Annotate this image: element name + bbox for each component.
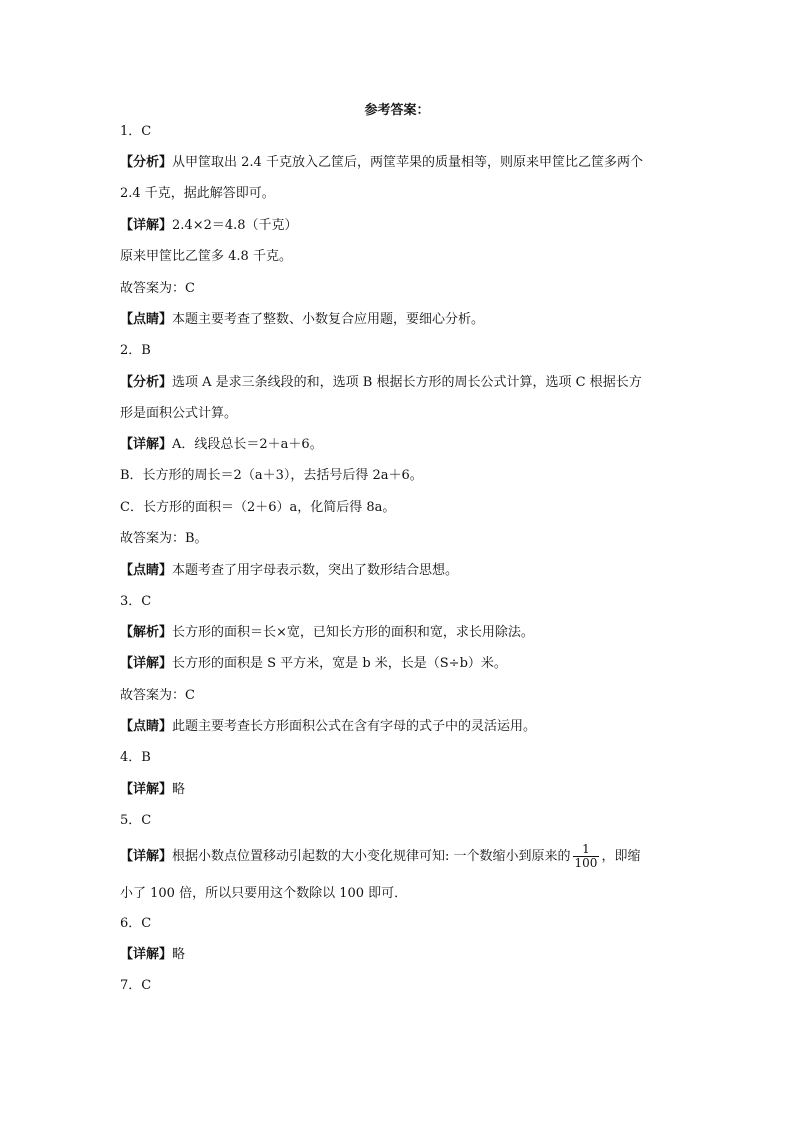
q5-answer: 5．C	[120, 813, 152, 828]
fraction-one-hundredth	[573, 843, 600, 870]
q2-detail-b: B．长方形的周长＝2（a＋3），去括号后得 2a＋6。	[120, 468, 423, 483]
q5-detail-line	[120, 843, 640, 871]
q3-comment-line	[120, 719, 536, 735]
q2-comment-line	[120, 563, 458, 579]
q6-detail-text: 略	[172, 947, 186, 962]
q2-analysis-text: 选项 A 是求三条线段的和，选项 B 根据长方形的周长公式计算，选项 C 根据长方	[172, 375, 642, 390]
q5-detail-text: 根据小数点位置移动引起数的大小变化规律可知: 一个数缩小到原来的	[172, 849, 571, 864]
q6-detail-line	[120, 947, 185, 963]
q1-comment-line	[120, 312, 484, 328]
q3-analysis-line	[120, 625, 534, 641]
q3-comment-text: 此题主要考查长方形面积公式在含有字母的式子中的灵活运用。	[172, 719, 537, 734]
q2-comment-text: 本题考查了用字母表示数，突出了数形结合思想。	[172, 563, 459, 578]
q1-analysis-text: 从甲筐取出 2.4 千克放入乙筐后，两筐苹果的质量相等，则原来甲筐比乙筐多两个	[172, 155, 643, 170]
analysis-tag: 【分析】	[120, 375, 173, 390]
q2-final: 故答案为：B。	[120, 531, 208, 546]
analysis-tag: 【分析】	[120, 155, 173, 170]
q2-detail-line	[120, 437, 323, 453]
q2-analysis-line	[120, 375, 642, 391]
detail-tag: 【详解】	[120, 437, 173, 452]
q2-answer: 2．B	[120, 343, 151, 358]
q2-analysis-cont: 形是面积公式计算。	[120, 406, 238, 421]
comment-tag: 【点睛】	[120, 312, 173, 327]
q2-detail-c: C．长方形的面积＝（2＋6）a，化简后得 8a。	[120, 500, 396, 515]
q1-analysis-cont: 2.4 千克，据此解答即可。	[120, 186, 275, 201]
fraction-denominator: 100	[574, 856, 598, 870]
q3-detail-text: 长方形的面积是 S 平方米，宽是 b 米，长是（S÷b）米。	[172, 656, 507, 671]
analysis-tag: 【解析】	[120, 625, 173, 640]
comment-tag: 【点睛】	[120, 719, 173, 734]
detail-tag: 【详解】	[120, 849, 173, 864]
detail-tag: 【详解】	[120, 218, 173, 233]
q3-detail-line	[120, 656, 507, 672]
page-title: 参考答案：	[364, 103, 430, 118]
detail-tag: 【详解】	[120, 947, 173, 962]
q3-final: 故答案为：C	[120, 688, 195, 703]
q1-detail-line	[120, 218, 298, 234]
q1-final: 故答案为：C	[120, 281, 195, 296]
q3-answer: 3．C	[120, 594, 152, 609]
q2-detail-text: A．线段总长＝2＋a＋6。	[172, 437, 323, 452]
comment-tag: 【点睛】	[120, 563, 173, 578]
q6-answer: 6．C	[120, 916, 152, 931]
q3-analysis-text: 长方形的面积＝长×宽，已知长方形的面积和宽，求长用除法。	[172, 625, 534, 640]
fraction-numerator: 1	[573, 843, 600, 857]
q1-analysis-line	[120, 155, 643, 171]
q4-detail-text: 略	[172, 782, 186, 797]
q4-detail-line	[120, 782, 185, 798]
detail-tag: 【详解】	[120, 782, 173, 797]
q1-answer: 1．C	[120, 124, 152, 139]
q4-answer: 4．B	[120, 750, 151, 765]
q5-detail-tail: ，即缩	[601, 849, 641, 864]
q1-comment-text: 本题主要考查了整数、小数复合应用题，要细心分析。	[172, 312, 485, 327]
detail-tag: 【详解】	[120, 656, 173, 671]
q7-answer: 7．C	[120, 978, 152, 993]
q5-detail-cont: 小了 100 倍，所以只要用这个数除以 100 即可．	[120, 886, 408, 901]
q1-detail-cont: 原来甲筐比乙筐多 4.8 千克。	[120, 249, 292, 264]
q1-detail-text: 2.4×2＝4.8（千克）	[172, 218, 298, 233]
